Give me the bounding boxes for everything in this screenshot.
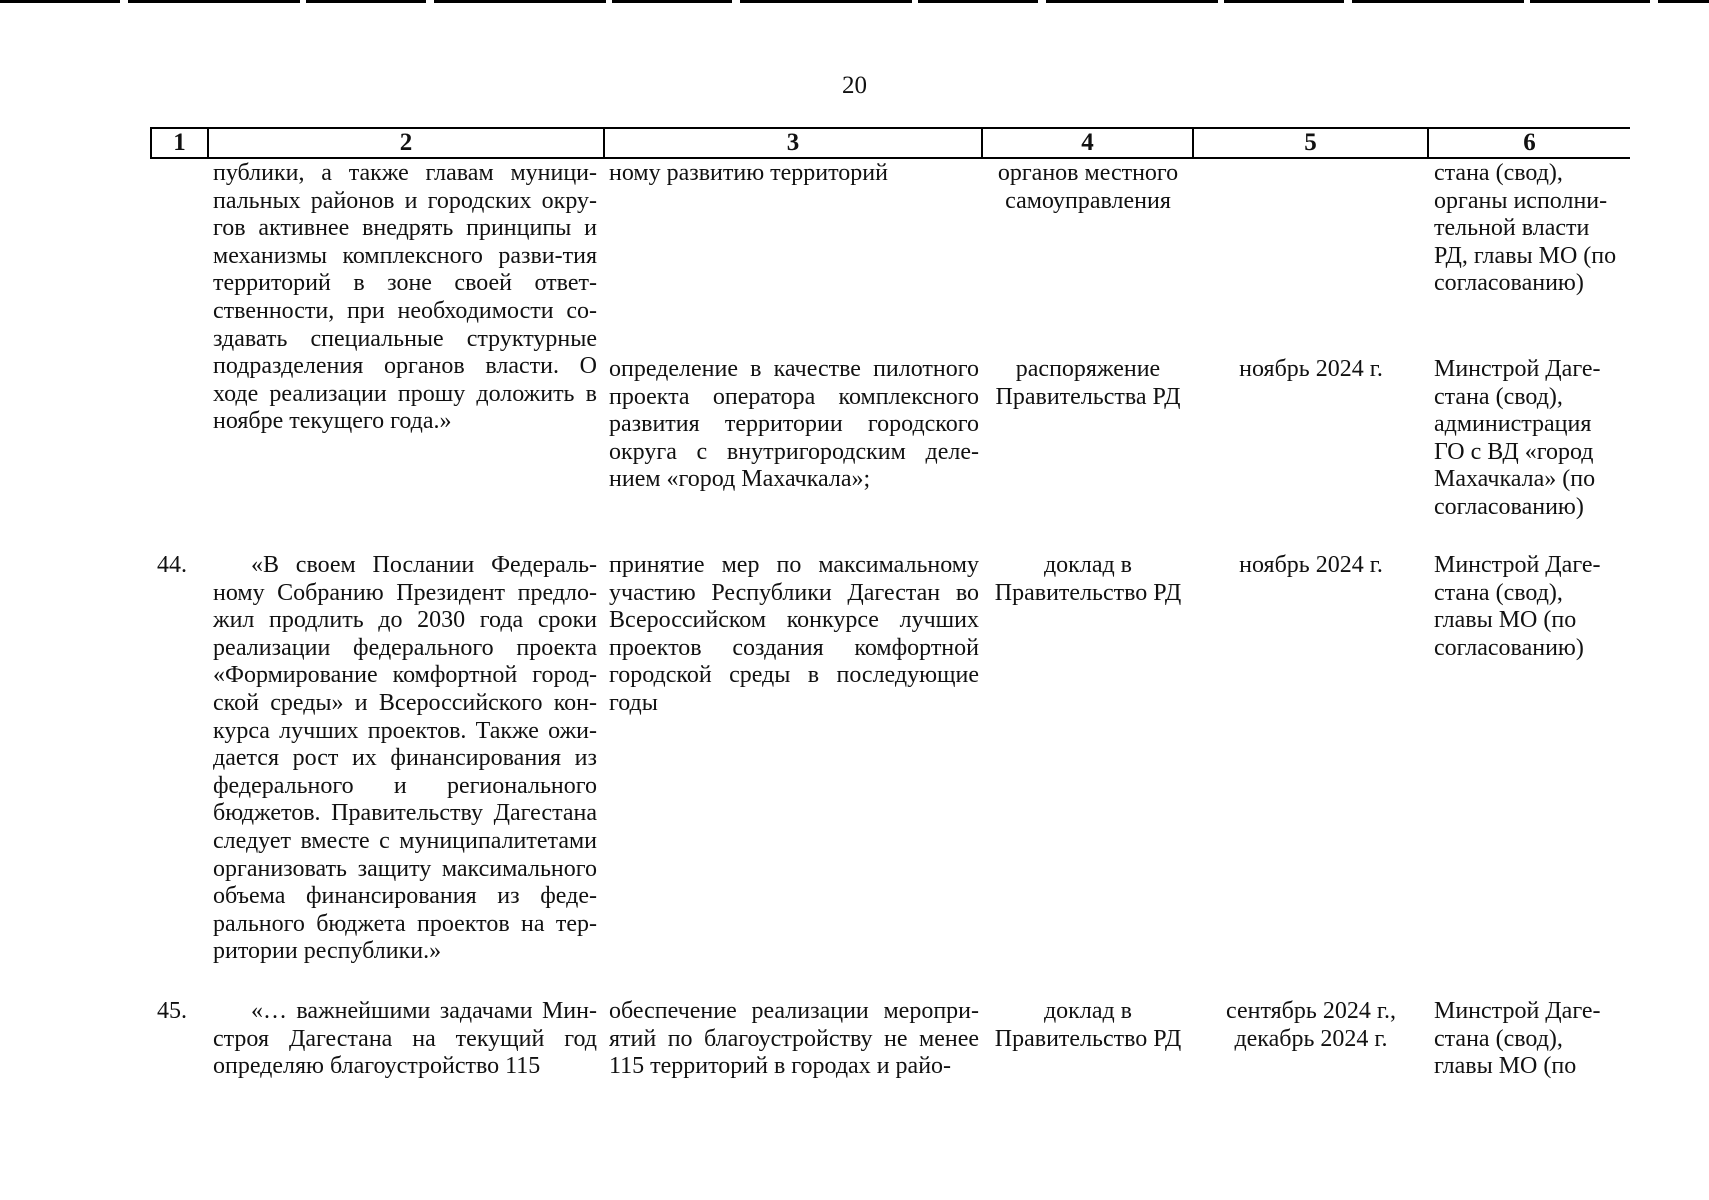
row-completion-form: органов местного самоуправления [997, 160, 1179, 214]
row-deadline: сентябрь 2024 г., декабрь 2024 г. [1226, 998, 1396, 1052]
row-completion-form: доклад в Правительство РД [994, 998, 1182, 1052]
row-responsible: стана (свод), органы исполни-тельной власти РД, главы МО (по согласованию) [1434, 160, 1617, 297]
scan-top-border [0, 0, 1709, 3]
row-responsible: Минстрой Даге-стана (свод), главы МО (по [1434, 998, 1601, 1080]
row-deadline: ноябрь 2024 г. [1239, 552, 1383, 578]
row-task-text: «В своем Послании Федераль-ному Собранию Президент предло-жил продлить до 2030 года сроки реализации федерального проекта «Формирование комфортной город-ской среды» и Всероссийского кон-курса лучших проектов. Также ожи-дается рост их финансирования из федерального и регионального бюджетов. Правительству Дагестана следует вместе с муниципалитетами организовать защиту максимального объема финансирования из феде-рального бюджета проектов на тер-ритории республики.» [213, 552, 597, 965]
row-measure-text: ному развитию территорий [609, 160, 888, 186]
header-col-3: 3 [786, 129, 800, 156]
row-responsible: Минстрой Даге-стана (свод), администрация ГО с ВД «город Махачкала» (по согласованию) [1434, 356, 1601, 520]
row-completion-form: доклад в Правительство РД [994, 552, 1182, 606]
header-col-2: 2 [399, 129, 413, 156]
page-number: 20 [842, 72, 867, 99]
header-col-6: 6 [1523, 129, 1536, 156]
row-measure-text: определение в качестве пилотного проекта оператора комплексного развития территории городского округа с внутригородским деле-нием «город Махачкала»; [609, 356, 979, 493]
header-col-5: 5 [1304, 129, 1317, 156]
row-responsible: Минстрой Даге-стана (свод), главы МО (по согласованию) [1434, 552, 1601, 661]
row-number: 45. [157, 998, 187, 1024]
row-measure-text: обеспечение реализации меропри-ятий по благоустройству не менее 115 территорий в городах и райо- [609, 998, 979, 1080]
header-bottom-rule [150, 157, 1630, 159]
row-task-text: «… важнейшими задачами Мин-строя Дагестана на текущий год определяю благоустройство 115 [213, 998, 597, 1080]
row-measure-text: принятие мер по максимальному участию Республики Дагестан во Всероссийском конкурсе лучших проектов создания комфортной городской среды в последующие годы [609, 552, 979, 716]
header-col-1: 1 [173, 129, 186, 156]
row-deadline: ноябрь 2024 г. [1239, 356, 1383, 382]
row-task-text: публики, а также главам муници-пальных районов и городских окру-гов активнее внедрять принципы и механизмы комплексного разви-тия территорий в зоне своей ответ-ственности, при необходимости со-здавать специальные структурные подразделения органов власти. О ходе реализации прошу доложить в ноябре текущего года.» [213, 160, 597, 435]
row-number: 44. [157, 552, 187, 578]
row-completion-form: распоряжение Правительства РД [995, 356, 1181, 410]
header-col-4: 4 [1081, 129, 1094, 156]
